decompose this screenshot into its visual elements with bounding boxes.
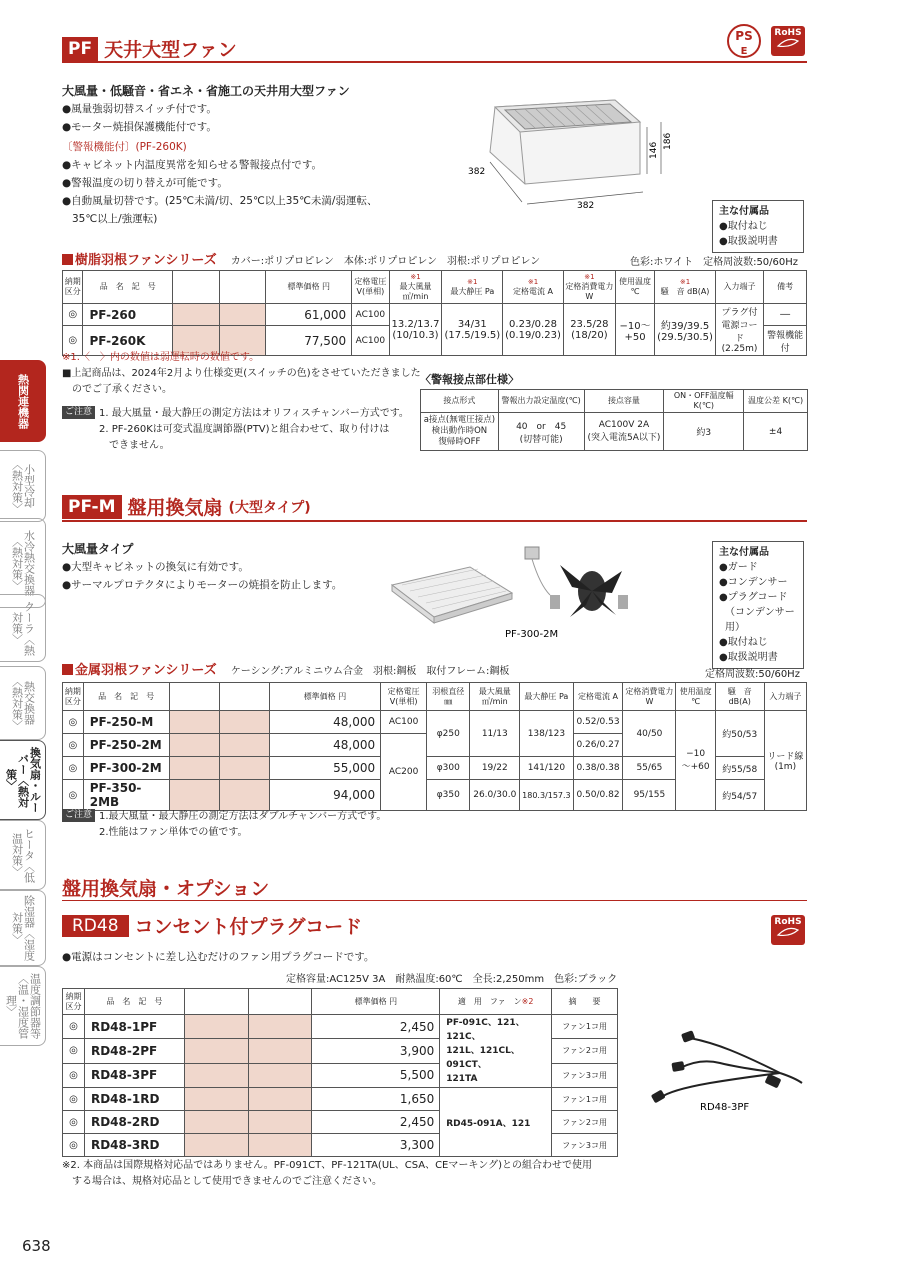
leaf-icon [776, 927, 800, 937]
rd48-bullet: ●電源はコンセントに差し込むだけのファン用プラグコードです。 [62, 951, 375, 963]
rd48-3pf-product-image [630, 1018, 810, 1118]
pfm-freq: 定格周波数:50/60Hz [705, 669, 800, 680]
sidebar-item-water-cooling[interactable]: 水冷熱交換器〈熱対策〉 [0, 518, 46, 608]
pfm-caution: ご注意 1.最大風量・最大静圧の測定方法はダブルチャンバー方式です。 2.性能はファン単体での値です。 [62, 809, 386, 841]
pf-tag: PF [62, 37, 98, 61]
rd48-subtitle: コンセント付プラグコード [134, 916, 363, 938]
rohs-badge: RoHS [771, 26, 805, 56]
pf-accessories-box: 主な付属品 ●取付ねじ ●取扱説明書 [712, 200, 804, 253]
sidebar-item-heater[interactable]: ヒータ〈低温対策〉 [0, 820, 46, 890]
table-row: ◎ PF-260 61,000 AC100 13.2/13.7 (10/10.3) 34/31 (17.5/19.5) 0.23/0.28 (0.19/0.23) 23.5/28 (18/20) −10〜 +50 約39/39.5 (29.5/30.5) プラグ付 電源コード (2.25m) ― [63, 304, 807, 326]
pfm-title-sub: (大型タイプ) [228, 499, 311, 516]
alarm-bullet: ●警報温度の切り替えが可能です。 [62, 177, 228, 189]
pf-300-2m-product-image [390, 545, 690, 645]
alarm-spec-title: 〈警報接点部仕様〉 [420, 373, 519, 386]
pf-title: 天井大型ファン [104, 39, 237, 61]
title-divider [62, 520, 807, 522]
dim-label: 186 [663, 132, 673, 150]
pfm-tag: PF-M [62, 495, 122, 519]
sidebar-item-heat-exchanger[interactable]: 熱交換器〈熱対策〉 [0, 666, 46, 740]
title-divider [62, 61, 807, 63]
alarm-spec-table: 接点形式 警報出力設定温度(℃) 接点容量 ON・OFF温度幅 K(℃) 温度公差 K(℃) a接点(無電圧接点) 検出動作時ON 復帰時OFF 40 or 45 (切替可能) AC100V 2A (突入電流5A以下) 約3 ±4 [420, 389, 808, 451]
alarm-bullet: ●自動風量切替です。(25℃未満/切、25℃以上35℃未満/弱運転、 [62, 195, 378, 207]
table-row: ◎ PF-250-M 48,000 AC100 φ250 11/13 138/123 0.52/0.53 40/50 −10 〜+60 約50/53 リード線 (1m) [63, 711, 807, 734]
dim-label: 382 [468, 167, 486, 177]
pfm-title: 盤用換気扇 [127, 497, 223, 519]
rd48-table: 納期区分 品 名 記 号 標準価格 円 適 用 ファ ン※2 摘 要 ◎ RD48-1PF 2,450 PF-091C、121、121C、 121L、121CL、091CT、 121TA ファン1コ用 ◎ RD48-2PF 3,900 ファン2コ用 ◎ RD48-3PF 5,500 ファン3コ用 ◎ RD48-1RD 1,650 RD45-091A、121 ファン1コ用 ◎ RD48-2RD 2,450 ファン2コ用 ◎ RD48-3RD 3,300 ファン3コ用 [62, 988, 618, 1157]
pf-bullet: ●風量強弱切替スイッチ付です。 [62, 103, 217, 115]
pf-series-spec: カバー:ポリプロピレン 本体:ポリプロピレン 羽根:ポリプロピレン [230, 256, 541, 267]
dim-label: 382 [577, 201, 595, 211]
option-title: 盤用換気扇・オプション [62, 878, 270, 900]
table-row: ◎ RD48-3PF 5,500 ファン3コ用 [63, 1063, 618, 1087]
sidebar-item-cooler[interactable]: クーラ〈熱対策〉 [0, 594, 46, 662]
table-row: ◎ RD48-2RD 2,450 ファン2コ用 [63, 1111, 618, 1134]
rd48-notes: ※2. 本商品は国際規格対応品ではありません。PF-091CT、PF-121TA(UL、CSA、CEマーキング)との組合わせで使用 する場合は、規格対応品として使用できませんのでご注意ください。 [62, 1160, 592, 1187]
table-row: ◎ RD48-1RD 1,650 RD45-091A、121 ファン1コ用 [63, 1088, 618, 1111]
pfm-series-spec: ケーシング:アルミニウム合金 羽根:鋼板 取付フレーム:鋼板 [230, 666, 510, 677]
alarm-bullet: 35℃以上/強運転) [72, 213, 158, 225]
pf-color-freq: 色彩:ホワイト 定格周波数:50/60Hz [630, 257, 799, 268]
sidebar-item-heat-equipment[interactable]: 熱関連機器 [0, 360, 46, 442]
dim-label: 146 [649, 141, 659, 159]
rd48-spec: 定格容量:AC125V 3A 耐熱温度:60℃ 全長:2,250mm 色彩:ブラック [286, 974, 618, 985]
sidebar-item-temp-controller[interactable]: 温度調節器等〈温・湿度管理〉 [0, 966, 46, 1046]
sidebar-item-dehumidifier[interactable]: 除湿器〈湿度対策〉 [0, 890, 46, 966]
table-row: ◎ RD48-3RD 3,300 ファン3コ用 [63, 1134, 618, 1157]
table-row: ◎ PF-350-2MB 94,000 φ350 26.0/30.0 180.3/157.3 0.50/0.82 95/155 約54/57 [63, 780, 807, 811]
rd48-tag: RD48 [62, 915, 129, 937]
alarm-heading: 〔警報機能付〕(PF-260K) [62, 141, 187, 153]
pfm-heading: 大風量タイプ [62, 542, 134, 556]
rd48-image-label: RD48-3PF [700, 1102, 750, 1113]
table-row: ◎ PF-300-2M 55,000 φ300 19/22 141/120 0.38/0.38 55/65 約55/58 [63, 757, 807, 780]
pf-heading: 大風量・低騒音・省エネ・省施工の天井用大型ファン [62, 84, 350, 98]
pse-mark-icon: PS E [727, 24, 761, 58]
pf-spec-table: 納期区分 品 名 記 号 標準価格 円 定格電圧 V(単相) ※1 最大風量 ㎥/min ※1 最大静圧 Pa ※1 定格電流 A ※1 定格消費電力 W 使用温度 ℃ ※1 騒 音 dB(A) 入力端子 備考 ◎ PF-260 61,000 AC100 13.2/13.7 (10/10.3) 34/31 (17.5/19.5) 0.23/0.28 (0.19/0.23) 23.5/28 (18/20) −10〜 +50 約39/39.5 (29.5/30.5) プラグ付 電源コード (2.25m) ― ◎ PF-260K 77,500 AC100 警報機能付 [62, 270, 807, 356]
rd48-section-title [62, 912, 362, 939]
pfm-image-label: PF-300-2M [505, 629, 559, 640]
pf-series-row [62, 249, 540, 268]
pfm-spec-table: 納期区分 品 名 記 号 標準価格 円 定格電圧 V(単相) 羽根直径 ㎜ 最大風量 ㎥/min 最大静圧 Pa 定格電流 A 定格消費電力 W 使用温度 ℃ 騒 音 dB(A) 入力端子 ◎ PF-250-M 48,000 AC100 φ250 11/13 138/123 0.52/0.53 40/50 −10 〜+60 約50/53 リード線 (1m) ◎ PF-250-2M 48,000 AC200 0.26/0.27 ◎ PF-300-2M 55,000 φ300 19/22 141/120 0.38/0.38 55/65 約55/58 ◎ PF-350-2MB 94,000 φ350 26.0/30.0 180.3/157.3 0.50/0.82 95/155 約54/57 [62, 682, 807, 811]
pf-bullets [62, 100, 377, 228]
table-row: ◎ PF-260K 77,500 AC100 警報機能付 [63, 326, 807, 356]
alarm-bullet: ●キャビネット内温度異常を知らせる警報接点付です。 [62, 159, 323, 171]
pfm-section-title [62, 493, 311, 520]
sidebar-item-small-cooling[interactable]: 小型冷却〈熱対策〉 [0, 450, 46, 522]
pfm-series-row [62, 659, 509, 678]
pf-series-title: 樹脂羽根ファンシリーズ [62, 249, 217, 268]
leaf-icon [776, 38, 800, 48]
pf-caution: ご注意 1. 最大風量・最大静圧の測定方法はオリフィスチャンバー方式です。 2. PF-260Kは可変式温度調節器(PTV)と組合わせて、取り付けは できません。 [62, 406, 409, 454]
pfm-bullets: ●大型キャビネットの換気に有効です。 ●サーマルプロテクタによりモーターの焼損を防止します。 [62, 561, 343, 591]
title-divider [62, 900, 807, 901]
table-row: ◎ RD48-2PF 3,900 ファン2コ用 [63, 1039, 618, 1063]
table-row: ◎ RD48-1PF 2,450 PF-091C、121、121C、 121L、121CL、091CT、 121TA ファン1コ用 [63, 1015, 618, 1039]
pf-bullet: ●モーター焼損保護機能付です。 [62, 121, 217, 133]
rohs-badge: RoHS [771, 915, 805, 945]
pf-section-title [62, 35, 237, 62]
pfm-accessories-box: 主な付属品 ●ガード ●コンデンサー ●プラグコード （コンデンサー用） ●取付ねじ ●取扱説明書 [712, 541, 804, 669]
pf-260-product-image [465, 92, 680, 222]
pf-notes: ※1.〈 〉内の数値は弱運転時の数値です。 ■上記商品は、2024年2月より仕様変更(スイッチの色)をさせていただきました のでご了承ください。 [62, 352, 421, 395]
pfm-series-title: 金属羽根ファンシリーズ [62, 659, 217, 678]
table-row: ◎ PF-250-2M 48,000 AC200 0.26/0.27 [63, 734, 807, 757]
page-number: 638 [22, 1237, 51, 1255]
sidebar-item-fan-louver[interactable]: 換気扇・ルーバー〈熱対策〉 [0, 740, 46, 820]
